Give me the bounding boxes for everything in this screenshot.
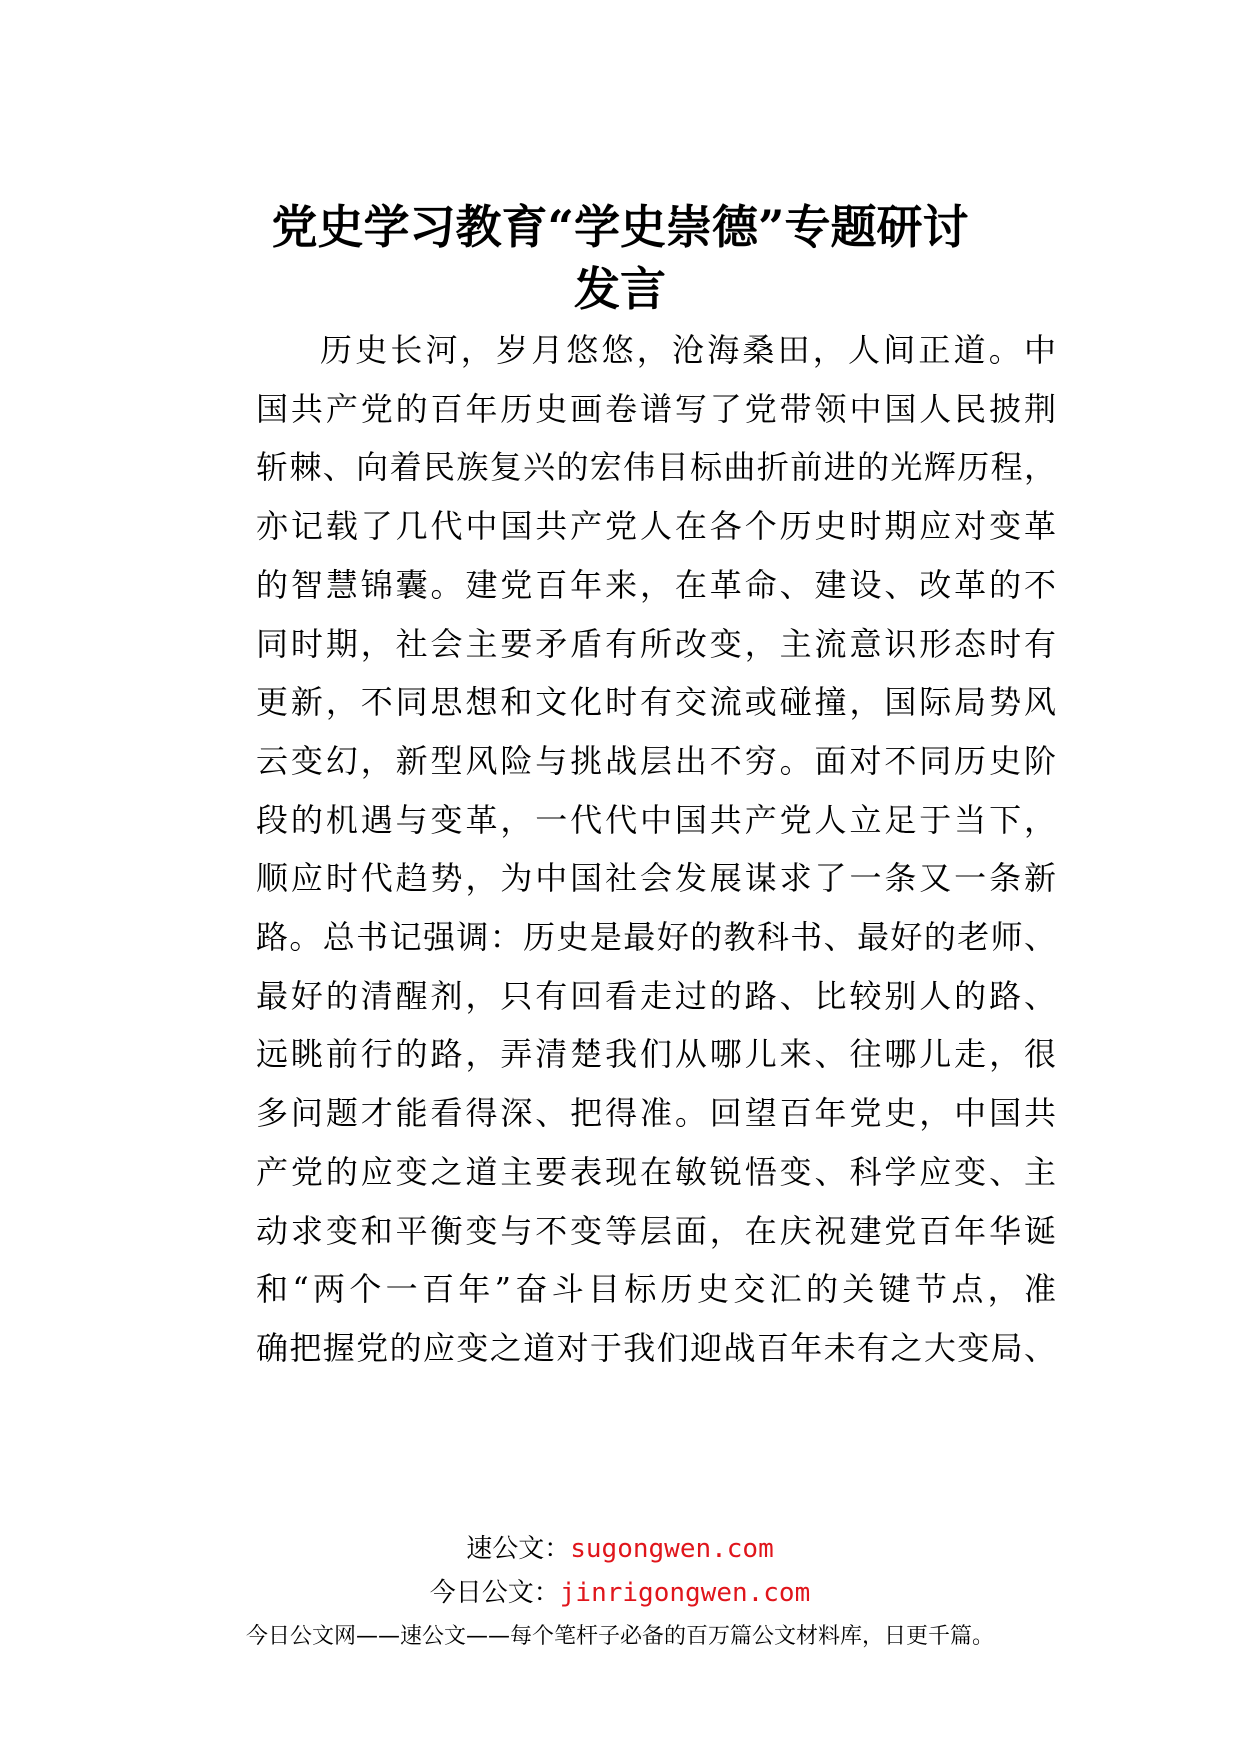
footer-site-label: 速公文： bbox=[466, 1534, 571, 1564]
body-line: 段的机遇与变革，一代代中国共产党人立足于当下， bbox=[256, 800, 1056, 839]
footer-site-link[interactable]: jinrigongwen.com bbox=[559, 1578, 811, 1608]
body-line: 和“两个一百年”奋斗目标历史交汇的关键节点，准 bbox=[256, 1270, 1056, 1309]
body-line: 路。总书记强调：历史是最好的教科书、最好的老师、 bbox=[256, 918, 1056, 956]
body-line: 动求变和平衡变与不变等层面，在庆祝建党百年华诞 bbox=[256, 1211, 1056, 1250]
body-line: 确把握党的应变之道对于我们迎战百年未有之大变局、 bbox=[256, 1328, 1056, 1367]
footer-site-link[interactable]: sugongwen.com bbox=[570, 1534, 774, 1564]
body-line: 历史长河，岁月悠悠，沧海桑田，人间正道。中 bbox=[320, 331, 1056, 369]
body-line: 多问题才能看得深、把得准。回望百年党史，中国共 bbox=[256, 1094, 1056, 1133]
body-line: 的智慧锦囊。建党百年来，在革命、建设、改革的不 bbox=[256, 565, 1056, 604]
body-line: 同时期，社会主要矛盾有所改变，主流意识形态时有 bbox=[256, 624, 1056, 663]
body-line: 远眺前行的路，弄清楚我们从哪儿来、往哪儿走，很 bbox=[256, 1035, 1056, 1074]
body-line: 国共产党的百年历史画卷谱写了党带领中国人民披荆 bbox=[256, 389, 1056, 428]
body-line: 最好的清醒剂，只有回看走过的路、比较别人的路、 bbox=[256, 976, 1056, 1015]
body-line: 产党的应变之道主要表现在敏锐悟变、科学应变、主 bbox=[256, 1152, 1056, 1191]
footer-site-sugongwen bbox=[0, 1532, 1240, 1566]
document-title-line-1: 党史学习教育“学史崇德”专题研讨 bbox=[271, 200, 969, 254]
document-title-line-2: 发言 bbox=[574, 262, 666, 316]
footer-site-label: 今日公文： bbox=[429, 1578, 560, 1608]
body-line: 云变幻，新型风险与挑战层出不穷。面对不同历史阶 bbox=[256, 741, 1056, 780]
body-line: 斩棘、向着民族复兴的宏伟目标曲折前进的光辉历程， bbox=[256, 448, 1056, 487]
footer-site-jinrigongwen bbox=[0, 1576, 1240, 1610]
body-line: 亦记载了几代中国共产党人在各个历史时期应对变革 bbox=[256, 507, 1056, 546]
body-line: 更新，不同思想和文化时有交流或碰撞，国际局势风 bbox=[256, 683, 1056, 722]
footer-tagline: 今日公文网——速公文——每个笔杆子必备的百万篇公文材料库，日更千篇。 bbox=[245, 1624, 994, 1649]
body-line: 顺应时代趋势，为中国社会发展谋求了一条又一条新 bbox=[256, 859, 1056, 898]
